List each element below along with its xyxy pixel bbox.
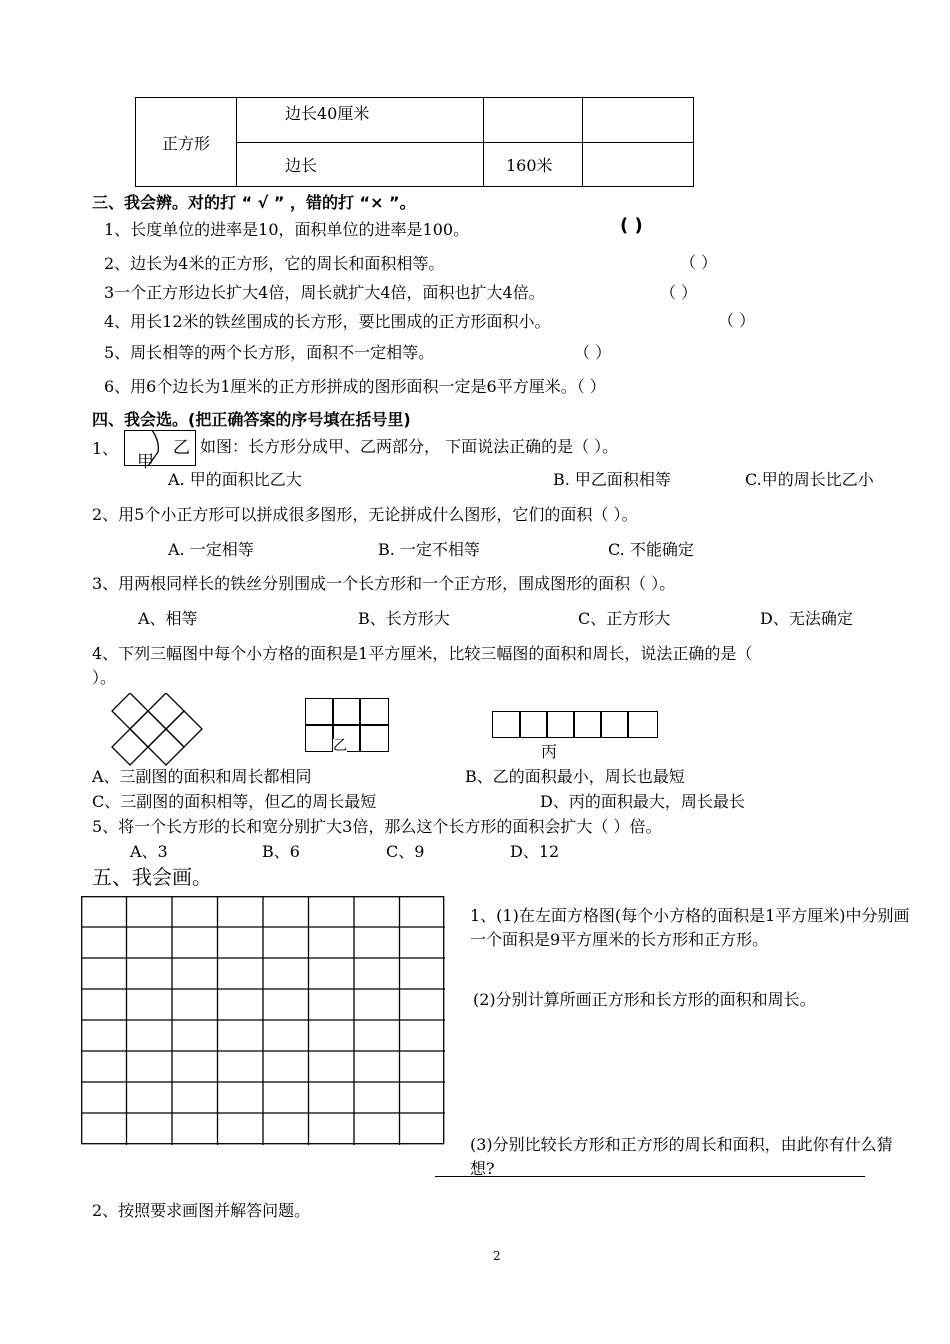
table-cell: 边长 — [237, 143, 484, 187]
region-yi-label: 乙 — [173, 438, 190, 458]
judge-question-1: 1、长度单位的进率是10，面积单位的进率是100。 — [104, 220, 470, 239]
table-cell: 160米 — [484, 143, 583, 187]
judge-question-2: 2、边长为4米的正方形，它的周长和面积相等。 — [104, 254, 445, 273]
section-4-title: 四、我会选。(把正确答案的序号填在括号里) — [92, 410, 411, 429]
choice-question-5: 5、将一个长方形的长和宽分别扩大3倍，那么这个长方形的面积会扩大（ ）倍。 — [92, 817, 662, 836]
region-jia-label: 甲 — [137, 452, 154, 472]
figure-yi-grid — [305, 698, 389, 752]
rectangle-split-figure — [124, 430, 196, 472]
answer-paren[interactable]: （ ） — [574, 343, 612, 362]
answer-paren[interactable]: （ ） — [660, 283, 698, 302]
option-b: B、6 — [262, 842, 300, 861]
option-b: B、长方形大 — [358, 609, 450, 628]
choice-question-2: 2、用5个小正方形可以拼成很多图形，无论拼成什么图形，它们的面积（ ）。 — [92, 505, 638, 524]
answer-paren[interactable]: ( ) — [620, 215, 643, 236]
table-cell — [484, 98, 583, 143]
choice-question-3: 3、用两根同样长的铁丝分别围成一个长方形和一个正方形，围成图形的面积（ ）。 — [92, 574, 676, 593]
table-cell — [583, 143, 694, 187]
section-5-title: 五、我会画。 — [92, 865, 212, 889]
option-d: D、12 — [510, 842, 560, 861]
option-c: C、正方形大 — [578, 609, 671, 628]
option-a: A、三副图的面积和周长都相同 — [92, 767, 312, 786]
judge-question-5: 5、周长相等的两个长方形，面积不一定相等。 — [104, 343, 435, 362]
option-a: A、相等 — [138, 609, 198, 628]
judge-question-6: 6、用6个边长为1厘米的正方形拼成的图形面积一定是6平方厘米。（ ） — [104, 377, 606, 396]
option-c: C.甲的周长比乙小 — [745, 470, 874, 489]
option-c: C、9 — [386, 842, 425, 861]
choice-question-1-number: 1、 — [92, 439, 119, 458]
draw-question-2: 2、按照要求画图并解答问题。 — [92, 1201, 311, 1220]
figure-bing-strip — [492, 711, 658, 738]
answer-paren[interactable]: （ ） — [718, 311, 756, 330]
judge-question-3: 3一个正方形边长扩大4倍，周长就扩大4倍，面积也扩大4倍。 — [104, 283, 545, 302]
draw-task-1: 1、(1)在左面方格图(每个小方格的面积是1平方厘米)中分别画一个面积是9平方厘米的长方形和正方形。 — [470, 906, 910, 949]
option-a: A、3 — [130, 842, 168, 861]
figure-yi-label: 乙 — [333, 738, 347, 754]
draw-task-2: (2)分别计算所画正方形和长方形的面积和周长。 — [473, 990, 816, 1009]
option-b: B、乙的面积最小，周长也最短 — [465, 767, 685, 786]
option-b: B. 甲乙面积相等 — [553, 470, 671, 489]
table-cell — [583, 98, 694, 143]
judge-question-4: 4、用长12米的铁丝围成的长方形，要比围成的正方形面积小。 — [104, 312, 551, 331]
option-a: A. 一定相等 — [168, 540, 254, 559]
choice-question-4-line2: ）。 — [92, 668, 117, 687]
drawing-grid[interactable] — [81, 896, 445, 1145]
answer-paren[interactable]: （ ） — [680, 253, 718, 272]
page-number: 2 — [493, 1249, 501, 1263]
choice-question-1-text: 如图：长方形分成甲、乙两部分， 下面说法正确的是（ ）。 — [200, 437, 619, 456]
option-d: D、无法确定 — [760, 609, 853, 628]
choice-question-4-line1: 4、下列三幅图中每个小方格的面积是1平方厘米，比较三幅图的面积和周长，说法正确的是（ — [92, 644, 753, 663]
option-b: B. 一定不相等 — [378, 540, 480, 559]
table-row-header: 正方形 — [136, 98, 237, 187]
answer-line — [435, 1176, 865, 1177]
shape-table — [135, 97, 694, 187]
figure-bing-label: 丙 — [541, 742, 558, 761]
option-c: C、三副图的面积相等，但乙的周长最短 — [92, 792, 377, 811]
option-d: D、丙的面积最大，周长最长 — [540, 792, 745, 811]
table-cell: 边长40厘米 — [237, 98, 484, 143]
option-a: A. 甲的面积比乙大 — [168, 470, 302, 489]
option-c: C. 不能确定 — [608, 540, 694, 559]
section-3-title: 三、我会辨。对的打 “ √ ” ，错的打 “× ”。 — [92, 193, 416, 212]
draw-task-3: (3)分别比较长方形和正方形的周长和面积，由此你有什么猜想? — [470, 1135, 893, 1178]
